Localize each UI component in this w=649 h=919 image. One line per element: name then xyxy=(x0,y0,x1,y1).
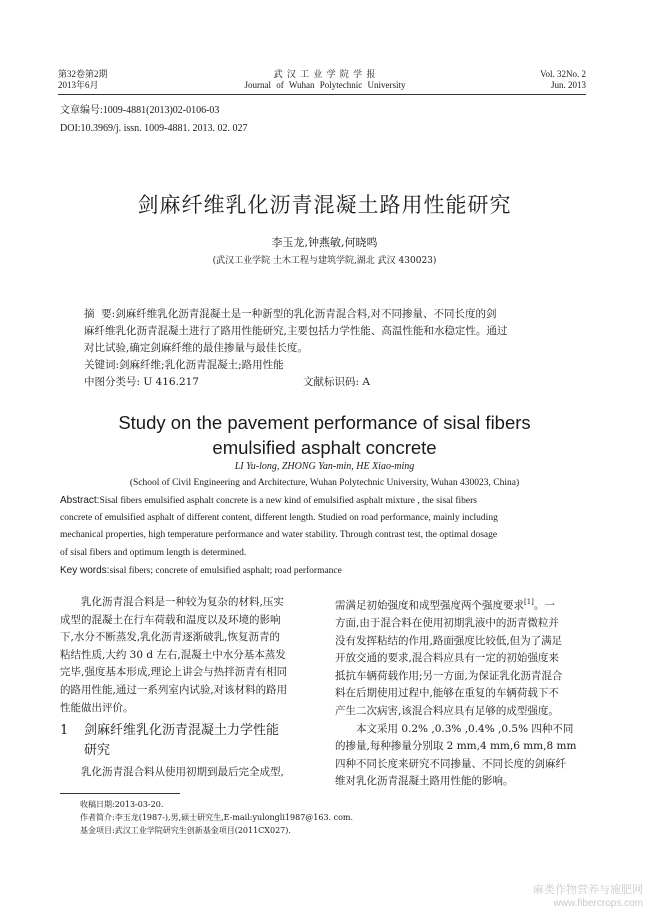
abstract-zh-label: 摘 要: xyxy=(84,308,116,320)
issue-date: 2013年6月 xyxy=(58,80,99,90)
abstract-zh-line3: 对比试验,确定剑麻纤维的最佳掺量与最佳长度。 xyxy=(84,342,308,354)
body-line: 本文采用 0.2% ,0.3% ,0.4% ,0.5% 四种不同 xyxy=(356,722,574,735)
abstract-en-text1: Sisal fibers emulsified asphalt concrete is a new kind of emulsified asphalt mixture , the sisal fibers xyxy=(99,496,477,506)
body-line: 四种不同长度来研究不同掺量、不同长度的剑麻纤 xyxy=(335,757,566,770)
section-number: 1 xyxy=(60,723,69,739)
doi: DOI:10.3969/j. issn. 1009-4881. 2013. 02. 027 xyxy=(60,123,248,134)
body-line: 性能做出评价。 xyxy=(60,701,134,714)
abstract-en-line2: concrete of emulsified asphalt of different content, different length. Studied on road performance, mainly including xyxy=(60,513,498,524)
classification-row xyxy=(84,374,574,391)
body-line: 开放交通的要求,混合料应具有一定的初始强度来 xyxy=(335,652,559,665)
title-en-line1: Study on the pavement performance of sisal fibers xyxy=(118,412,531,433)
section-title-line1: 剑麻纤维乳化沥青混凝土力学性能 xyxy=(84,723,280,739)
footnote-received: 收稿日期:2013-03-20. xyxy=(80,800,164,809)
journal-name-en: Journal of Wuhan Polytechnic University xyxy=(244,80,406,90)
right-column xyxy=(335,594,590,791)
abstract-en-label: Abstract: xyxy=(60,495,100,506)
footnotes xyxy=(80,799,580,836)
body-line: 的掺量,每种掺量分别取 2 mm,4 mm,6 mm,8 mm xyxy=(335,740,577,753)
footnote-rule xyxy=(60,793,180,794)
body-line: 成型的混凝土在行车荷载和温度以及环境的影响 xyxy=(60,613,281,626)
header-left xyxy=(58,69,108,91)
body-line-end: 。一 xyxy=(533,599,555,612)
authors-zh: 李玉龙,钟燕敏,何晓鸣 xyxy=(271,236,378,249)
citation-ref: [1] xyxy=(524,598,534,606)
header-center xyxy=(200,69,450,91)
abstract-zh-line2: 麻纤维乳化沥青混凝土进行了路用性能研究,主要包括力学性能、高温性能和水稳定性。通过 xyxy=(84,325,508,337)
authors-en: LI Yu-long, ZHONG Yan-min, HE Xiao-ming xyxy=(234,461,415,472)
body-line: 下,水分不断蒸发,乳化沥青逐渐破乳,恢复沥青的 xyxy=(60,631,281,644)
watermark-url: www.fibercrops.com xyxy=(553,898,643,909)
title-en-line2: emulsified asphalt concrete xyxy=(212,437,437,458)
keywords-en xyxy=(60,562,588,580)
header-rule xyxy=(58,94,586,95)
journal-name-zh: 武 汉 工 业 学 院 学 报 xyxy=(273,69,377,79)
body-line: 粘结性质,大约 30 d 左右,混凝土中水分基本蒸发 xyxy=(60,648,286,661)
body-line: 方面,由于混合料在使用初期乳液中的沥青微粒并 xyxy=(335,617,559,630)
body-line: 维对乳化沥青混凝土路用性能的影响。 xyxy=(335,775,514,788)
article-number: 文章编号:1009-4881(2013)02-0106-03 xyxy=(60,105,220,116)
body-line: 完毕,强度基本形成,理论上讲会与热拌沥青有相同 xyxy=(60,666,288,679)
watermark xyxy=(533,883,643,910)
body-line: 乳化沥青混合料是一种较为复杂的材料,压实 xyxy=(81,596,284,608)
abstract-zh-line1 xyxy=(84,306,574,323)
section-heading xyxy=(60,721,315,761)
document-code: 文献标识码: A xyxy=(303,376,370,388)
abstract-en xyxy=(60,492,588,580)
clc-number: 中图分类号: U 416.217 xyxy=(84,376,199,388)
header-right xyxy=(540,69,586,91)
footnote-author: 作者简介:李玉龙(1987-),男,硕士研究生,E-mail:yulongli1987@163. com. xyxy=(80,813,354,822)
title-en xyxy=(0,410,649,460)
strength-paragraph xyxy=(335,594,590,721)
body-line-text: 需满足初始强度和成型强度两个强度要求 xyxy=(335,599,524,612)
left-column xyxy=(60,594,315,782)
abstract-zh-text1: 剑麻纤维乳化沥青混凝土是一种新型的乳化沥青混合料,对不同掺量、不同长度的剑 xyxy=(115,308,497,320)
body-line: 料在后期使用过程中,能够在重复的车辆荷载下不 xyxy=(335,687,559,700)
keywords-en-label: Key words: xyxy=(60,564,110,576)
body-line: 的路用性能,通过一系列室内试验,对该材料的路用 xyxy=(60,683,288,696)
abstract-en-line1 xyxy=(60,492,588,510)
section-paragraph: 乳化沥青混合料从使用初期到最后完全成型, xyxy=(81,766,284,779)
watermark-title: 麻类作物营养与施肥网 xyxy=(533,884,643,896)
keywords-zh: 关键词:剑麻纤维;乳化沥青混凝土;路用性能 xyxy=(84,359,284,371)
body-line: 没有发挥粘结的作用,路面强度比较低,但为了满足 xyxy=(335,634,563,647)
abstract-zh xyxy=(84,306,574,391)
issue-volume: 第32卷第2期 xyxy=(58,69,108,79)
body-line: 抵抗车辆荷载作用;另一方面,为保证乳化沥青混合 xyxy=(335,669,563,682)
volume-number: Vol. 32No. 2 xyxy=(540,69,586,79)
abstract-en-line4: of sisal fibers and optimum length is determined. xyxy=(60,547,247,558)
keywords-en-text: sisal fibers; concrete of emulsified asphalt; road performance xyxy=(109,565,342,576)
footnote-fund: 基金项目:武汉工业学院研究生创新基金项目(2011CX027). xyxy=(80,826,291,835)
method-paragraph xyxy=(335,721,590,791)
affiliation-zh: (武汉工业学院 土木工程与建筑学院,湖北 武汉 430023) xyxy=(212,256,437,266)
issue-month: Jun. 2013 xyxy=(550,80,586,90)
affiliation-en: (School of Civil Engineering and Architecture, Wuhan Polytechnic University, Wuhan 430023, China) xyxy=(129,478,520,488)
title-zh: 剑麻纤维乳化沥青混凝土路用性能研究 xyxy=(137,193,512,217)
abstract-en-line3: mechanical properties, high temperature performance and water stability. Through contrast test, the optimal dosage xyxy=(60,530,498,541)
body-line xyxy=(335,594,590,615)
intro-paragraph xyxy=(60,594,315,717)
body-line: 产生二次病害,该混合料应具有足够的成型强度。 xyxy=(335,705,559,718)
section-title-line2: 研究 xyxy=(84,743,111,759)
